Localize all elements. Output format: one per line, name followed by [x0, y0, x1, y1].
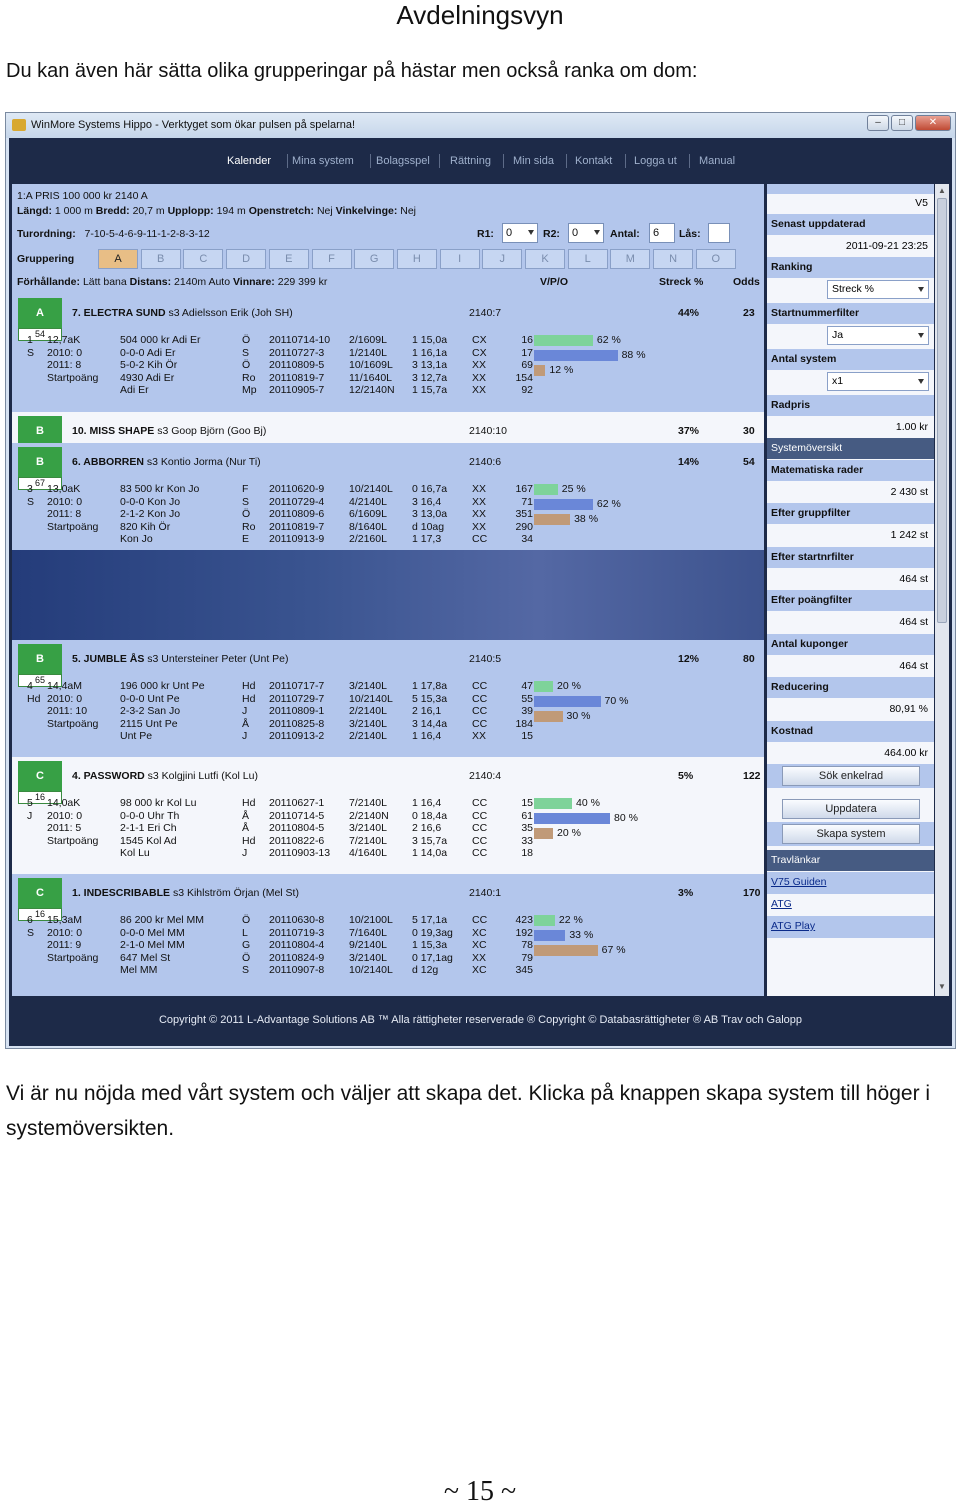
app-frame	[9, 138, 952, 1046]
group-tab-m[interactable]: M	[610, 249, 650, 269]
form-column-c6: 10/2100L 7/1640L 9/2140L 3/2140L 10/2140L	[349, 914, 393, 977]
vpo-bar-label: 80 %	[614, 812, 638, 824]
gruppering-label: Gruppering	[17, 253, 75, 265]
vpo-bar-v	[534, 484, 558, 495]
group-badge[interactable]: C	[18, 878, 62, 908]
kostnad-value: 464.00 kr	[884, 747, 928, 759]
app-window	[5, 112, 956, 1049]
window-title: WinMore Systems Hippo - Verktyget som ökar pulsen på spelarna!	[31, 119, 356, 131]
form-column-c5: 20110620-9 20110729-4 20110809-6 20110819-7 20110913-9	[269, 483, 325, 546]
streck-percent: 3%	[678, 887, 694, 899]
form-column-c7: 1 16,4 0 18,4a 2 16,6 3 15,7a 1 14,0a	[412, 797, 448, 860]
streck-percent: 5%	[678, 770, 694, 782]
streck-percent: 14%	[678, 456, 700, 468]
top-nav	[9, 138, 952, 184]
horse-row[interactable]	[12, 443, 764, 551]
form-column-c1: 6 S	[27, 914, 35, 939]
sok-enkelrad-button[interactable]: Sök enkelrad	[782, 766, 920, 786]
senast-value: 2011-09-21 23:25	[845, 240, 928, 252]
vpo-bar-o	[534, 711, 563, 722]
vpo-bar-p	[534, 813, 610, 824]
distance-start: 2140:1	[469, 887, 502, 899]
vpo-bar-label: 12 %	[549, 364, 574, 376]
reducering-value: 80,91 %	[889, 703, 928, 715]
kostnad-label: Kostnad	[767, 721, 934, 742]
link-v75-guiden[interactable]: V75 Guiden	[771, 876, 827, 888]
vpo-bar-p	[534, 499, 593, 510]
vpo-bar-o	[534, 365, 545, 376]
poangfilter-label: Efter poängfilter	[767, 590, 934, 611]
group-tab-h[interactable]: H	[397, 249, 437, 269]
form-column-c3: 98 000 kr Kol Lu 0-0-0 Uhr Th 2-1-1 Eri Ch 1545 Kol Ad Kol Lu	[120, 797, 197, 860]
vpo-bar-v	[534, 681, 553, 692]
nav-mina-system[interactable]: Mina system	[292, 155, 354, 167]
odds-value: 23	[743, 307, 755, 319]
vpo-bar-label: 67 %	[601, 944, 626, 956]
nav-rattning[interactable]: Rättning	[450, 155, 491, 167]
form-column-c4: Hd Å Å Hd J	[242, 797, 256, 860]
vpo-bar-label: 33 %	[569, 929, 594, 941]
group-tab-o[interactable]: O	[696, 249, 736, 269]
kuponger-value: 464 st	[899, 660, 928, 672]
form-column-c7: 1 17,8a 5 15,3a 2 16,1 3 14,4a 1 16,4	[412, 680, 448, 743]
horse-name: 5. JUMBLE ÅS s3 Untersteiner Peter (Unt Pe)	[72, 653, 289, 665]
odds-value: 170	[743, 887, 761, 899]
form-column-c6: 10/2140L 4/2140L 6/1609L 8/1640L 2/2160L	[349, 483, 393, 546]
nav-manual[interactable]: Manual	[699, 155, 736, 167]
form-column-c4: Ö L G Ö S	[242, 914, 251, 977]
nav-kontakt[interactable]: Kontakt	[575, 155, 613, 167]
poangfilter-value: 464 st	[899, 616, 928, 628]
form-column-c5: 20110630-8 20110719-3 20110804-4 20110824-9 20110907-8	[269, 914, 325, 977]
skapa-system-button[interactable]: Skapa system	[782, 824, 920, 844]
distance-start: 2140:6	[469, 456, 502, 468]
rank-number: 67	[18, 477, 62, 490]
distance-start: 2140:7	[469, 307, 502, 319]
form-column-c7: 5 17,1a 0 19,3ag 1 15,3a 0 17,1ag d 12g	[412, 914, 453, 977]
form-column-c3: 86 200 kr Mel MM 0-0-0 Mel MM 2-1-0 Mel MM 647 Mel St Mel MM	[120, 914, 205, 977]
spel-value: V5	[915, 197, 928, 209]
vpo-bar-label: 70 %	[604, 695, 629, 707]
streck-percent: 12%	[678, 653, 700, 665]
distance-start: 2140:4	[469, 770, 502, 782]
vpo-bar-label: 20 %	[557, 680, 581, 692]
vpo-bar-label: 22 %	[558, 914, 583, 926]
antal-label: Antal:	[610, 228, 640, 240]
form-column-c7: 0 16,7a 3 16,4 3 13,0a d 10ag 1 17,3	[412, 483, 448, 546]
group-badge[interactable]: A	[18, 298, 62, 328]
form-column-c9: 47 55 39 184 15	[515, 680, 533, 743]
radpris-label: Radpris	[767, 395, 934, 416]
group-badge[interactable]: B	[18, 416, 62, 446]
horse-name: 10. MISS SHAPE s3 Goop Björn (Goo Bj)	[72, 425, 267, 437]
gruppfilter-label: Efter gruppfilter	[767, 503, 934, 524]
rank-number: 16	[18, 791, 62, 804]
group-tab-l[interactable]: L	[568, 249, 608, 269]
streck-percent: 37%	[678, 425, 700, 437]
form-column-c8: CC XC XC XX XC	[472, 914, 488, 977]
horse-row[interactable]	[12, 640, 764, 757]
form-column-c1: 5 J	[27, 797, 33, 822]
odds-value: 54	[743, 456, 755, 468]
vpo-bar-label: 38 %	[574, 513, 599, 525]
vpo-bar-label: 62 %	[596, 334, 621, 346]
startnrfilter-label: Efter startnrfilter	[767, 547, 934, 568]
group-tab-n[interactable]: N	[653, 249, 693, 269]
group-tab-d[interactable]: D	[226, 249, 266, 269]
group-tab-k[interactable]: K	[525, 249, 565, 269]
nav-bolagsspel[interactable]: Bolagsspel	[376, 155, 430, 167]
vpo-bar-p	[534, 350, 618, 361]
document-title: Avdelningsvyn	[396, 0, 564, 30]
vpo-bar-label: 40 %	[576, 797, 600, 809]
link-atg-play[interactable]: ATG Play	[771, 920, 816, 932]
form-column-c8: XX XX XX XX CC	[472, 483, 488, 546]
form-column-c7: 1 15,0a 1 16,1a 3 13,1a 3 12,7a 1 15,7a	[412, 334, 448, 397]
page-number: ~ 15 ~	[443, 1476, 517, 1507]
group-tab-a[interactable]: A	[98, 249, 138, 269]
r1-select[interactable]: 0	[502, 223, 538, 243]
odds-value: 30	[743, 425, 755, 437]
rank-number: 54	[18, 328, 62, 341]
vpo-bar-label: 25 %	[561, 483, 586, 495]
minimize-button[interactable]: –	[867, 115, 889, 131]
distance-start: 2140:5	[469, 653, 502, 665]
intro-text: Du kan även här sätta olika grupperingar på hästar men också ranka om dom:	[6, 60, 698, 82]
copyright-text: Copyright © 2011 L-Advantage Solutions AB ™ Alla rättigheter reserverade ® Copyright © Databasrättigheter ® AB Trav och Galopp	[158, 1014, 803, 1026]
form-column-c2: 15,3aM 2010: 0 2011: 9 Startpoäng	[47, 914, 99, 964]
form-column-c8: CC CC CC CC XX	[472, 680, 488, 743]
form-column-c4: F S Ö Ro E	[242, 483, 256, 546]
form-column-c4: Ö S Ö Ro Mp	[242, 334, 257, 397]
link-atg[interactable]: ATG	[771, 898, 792, 910]
form-column-c6: 2/1609L 1/2140L 10/1609L 11/1640L 12/2140N	[349, 334, 395, 397]
turordning: Turordning: 7-10-5-4-6-9-11-1-2-8-3-12	[17, 228, 210, 240]
race-view	[12, 184, 764, 996]
horse-row[interactable]	[12, 874, 764, 992]
travlankar-header: Travlänkar	[767, 850, 934, 871]
antal-system-select[interactable]: x1	[827, 372, 929, 391]
form-column-c9: 167 71 351 290 34	[515, 483, 533, 546]
rank-number: 65	[18, 674, 62, 687]
systemoversikt-header: Systemöversikt	[767, 438, 934, 459]
form-column-c5: 20110714-10 20110727-3 20110809-5 20110819-7 20110905-7	[269, 334, 331, 397]
vpo-bar-label: 20 %	[557, 827, 581, 839]
horse-name: 1. INDESCRIBABLE s3 Kihlström Örjan (Mel St)	[72, 887, 299, 899]
r1-label: R1:	[477, 228, 494, 240]
form-column-c3: 504 000 kr Adi Er 0-0-0 Adi Er 5-0-2 Kih Ör 4930 Adi Er Adi Er	[120, 334, 201, 397]
horse-name: 6. ABBORREN s3 Kontio Jorma (Nur Ti)	[72, 456, 261, 468]
vpo-bar-label: 62 %	[596, 498, 621, 510]
distance-start: 2140:10	[469, 425, 507, 437]
horse-name: 4. PASSWORD s3 Kolgjini Lutfi (Kol Lu)	[72, 770, 258, 782]
sidebar	[767, 184, 934, 996]
uppdatera-button[interactable]: Uppdatera	[782, 799, 920, 819]
form-column-c2: 12,7aK 2010: 0 2011: 8 Startpoäng	[47, 334, 99, 384]
horse-row[interactable]	[12, 412, 764, 443]
antal-input[interactable]: 6	[649, 223, 675, 243]
nav-min-sida[interactable]: Min sida	[513, 155, 554, 167]
matrader-label: Matematiska rader	[767, 460, 934, 481]
group-tab-i[interactable]: I	[440, 249, 480, 269]
antal-system-label: Antal system	[767, 349, 934, 370]
title-bar	[6, 113, 955, 138]
ranking-label: Ranking	[767, 257, 934, 278]
form-column-c9: 15 61 35 33 18	[521, 797, 533, 860]
reducering-label: Reducering	[767, 677, 934, 698]
vpo-bar-o	[534, 514, 570, 525]
form-column-c2: 13,0aK 2010: 0 2011: 8 Startpoäng	[47, 483, 99, 533]
form-column-c5: 20110717-7 20110729-7 20110809-1 20110825-8 20110913-2	[269, 680, 325, 743]
maximize-button[interactable]: □	[891, 115, 913, 131]
horse-row[interactable]	[12, 294, 764, 412]
close-button[interactable]: ✕	[915, 115, 951, 131]
vpo-bar-p	[534, 930, 565, 941]
group-tab-j[interactable]: J	[482, 249, 522, 269]
outro-text: Vi är nu nöjda med vårt system och väljer att skapa det. Klicka på knappen skapa system till höger i systemöversikten.	[6, 1082, 931, 1140]
senast-label: Senast uppdaterad	[767, 214, 934, 235]
rank-number: 16	[18, 908, 62, 921]
ranking-select[interactable]: Streck %	[827, 280, 929, 299]
group-tab-e[interactable]: E	[269, 249, 309, 269]
vpo-bar-v	[534, 335, 593, 346]
nav-kalender[interactable]: Kalender	[227, 155, 272, 167]
form-column-c8: CX CX XX XX XX	[472, 334, 487, 397]
vpo-bar-p	[534, 696, 601, 707]
race-track-info: Längd: 1 000 m Bredd: 20,7 m Upplopp: 194 m Openstretch: Nej Vinkelvinge: Nej	[17, 205, 417, 217]
r2-select[interactable]: 0	[568, 223, 604, 243]
vpo-bar-o	[534, 945, 598, 956]
radpris-value: 1.00 kr	[895, 421, 928, 433]
vpo-bar-o	[534, 828, 553, 839]
vpo-bar-v	[534, 798, 572, 809]
form-column-c2: 14,0aK 2010: 0 2011: 5 Startpoäng	[47, 797, 99, 847]
group-tab-c[interactable]: C	[183, 249, 223, 269]
group-badge[interactable]: B	[18, 447, 62, 477]
r2-label: R2:	[543, 228, 560, 240]
matrader-value: 2 430 st	[890, 486, 928, 498]
vpo-bar-label: 30 %	[566, 710, 591, 722]
group-tab-g[interactable]: G	[354, 249, 394, 269]
startnrfilter-value: 464 st	[899, 573, 928, 585]
app-icon	[12, 119, 26, 131]
las-label: Lås:	[679, 228, 701, 240]
group-badge[interactable]: C	[18, 761, 62, 791]
form-column-c1: 3 S	[27, 483, 35, 508]
form-column-c1: 1 S	[27, 334, 35, 359]
footer	[9, 996, 952, 1046]
background-image	[12, 550, 764, 640]
horse-name: 7. ELECTRA SUND s3 Adielsson Erik (Joh SH)	[72, 307, 293, 319]
group-badge[interactable]: B	[18, 644, 62, 674]
column-header: Förhållande: Lätt bana Distans: 2140m Auto Vinnare: 229 399 kr V/P/O Streck % Odds	[17, 276, 760, 288]
odds-value: 122	[743, 770, 761, 782]
form-column-c3: 196 000 kr Unt Pe 0-0-0 Unt Pe 2-3-2 San Jo 2115 Unt Pe Unt Pe	[120, 680, 205, 743]
group-tab-b[interactable]: B	[141, 249, 181, 269]
form-column-c2: 14,4aM 2010: 0 2011: 10 Startpoäng	[47, 680, 99, 730]
form-column-c4: Hd Hd J Å J	[242, 680, 256, 743]
startnr-select[interactable]: Ja	[827, 326, 929, 345]
race-prize: 1:A PRIS 100 000 kr 2140 A	[17, 190, 148, 202]
startnr-label: Startnummerfilter	[767, 303, 934, 324]
streck-percent: 44%	[678, 307, 700, 319]
vpo-bar-label: 88 %	[621, 349, 646, 361]
form-column-c5: 20110627-1 20110714-5 20110804-5 20110822-6 20110903-13	[269, 797, 331, 860]
las-checkbox[interactable]	[708, 223, 730, 243]
form-column-c9: 423 192 78 79 345	[515, 914, 533, 977]
horse-row[interactable]	[12, 757, 764, 874]
nav-logga-ut[interactable]: Logga ut	[634, 155, 677, 167]
odds-value: 80	[743, 653, 755, 665]
form-column-c8: CC CC CC CC CC	[472, 797, 488, 860]
vpo-bar-v	[534, 915, 555, 926]
form-column-c3: 83 500 kr Kon Jo 0-0-0 Kon Jo 2-1-2 Kon Jo 820 Kih Ör Kon Jo	[120, 483, 200, 546]
form-column-c6: 3/2140L 10/2140L 2/2140L 3/2140L 2/2140L	[349, 680, 393, 743]
group-tab-f[interactable]: F	[312, 249, 352, 269]
form-column-c1: 4 Hd	[27, 680, 41, 705]
form-column-c9: 16 17 69 154 92	[515, 334, 533, 397]
form-column-c6: 7/2140L 2/2140N 3/2140L 7/2140L 4/1640L	[349, 797, 389, 860]
gruppfilter-value: 1 242 st	[890, 529, 928, 541]
grouping-row	[15, 248, 761, 270]
kuponger-label: Antal kuponger	[767, 634, 934, 655]
scrollbar[interactable]: ▲ ▼	[935, 184, 949, 996]
